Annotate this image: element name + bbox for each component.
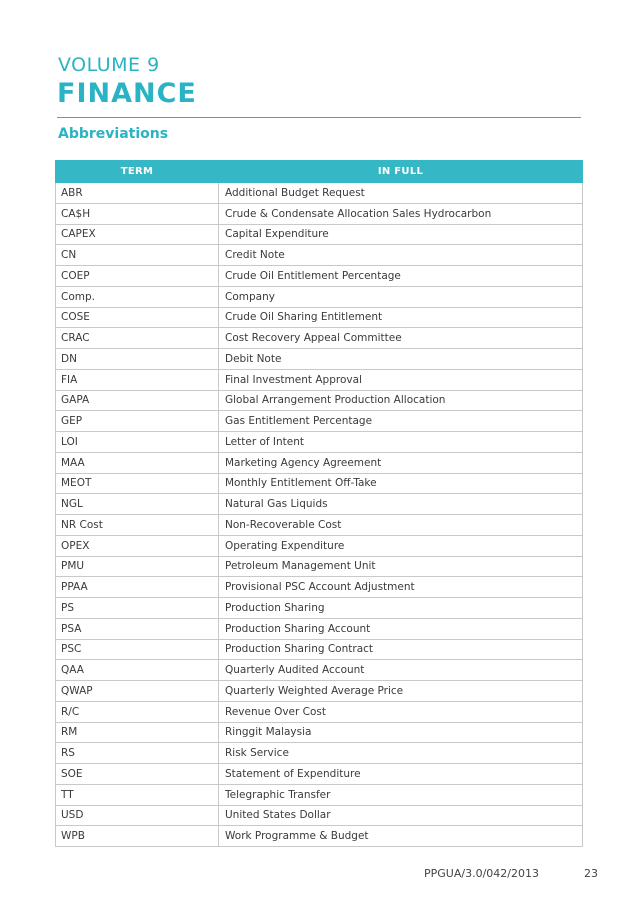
term-cell: MAA: [56, 452, 219, 473]
term-cell: GAPA: [56, 390, 219, 411]
in-full-cell: Non-Recoverable Cost: [219, 515, 583, 536]
in-full-cell: Production Sharing Contract: [219, 639, 583, 660]
term-cell: RM: [56, 722, 219, 743]
table-row: [56, 618, 583, 639]
table-row: [56, 701, 583, 722]
term-cell: GEP: [56, 411, 219, 432]
term-cell: CA$H: [56, 203, 219, 224]
table-row: [56, 722, 583, 743]
term-cell: QWAP: [56, 681, 219, 702]
table-row: [56, 411, 583, 432]
page-title: FINANCE: [57, 78, 197, 109]
column-header-in-full: IN FULL: [219, 161, 583, 183]
table-row: [56, 473, 583, 494]
in-full-cell: Petroleum Management Unit: [219, 556, 583, 577]
title-divider: [57, 117, 581, 118]
in-full-cell: Telegraphic Transfer: [219, 784, 583, 805]
in-full-cell: Ringgit Malaysia: [219, 722, 583, 743]
in-full-cell: Revenue Over Cost: [219, 701, 583, 722]
term-cell: PPAA: [56, 577, 219, 598]
in-full-cell: Crude Oil Sharing Entitlement: [219, 307, 583, 328]
term-cell: PMU: [56, 556, 219, 577]
document-reference: PPGUA/3.0/042/2013: [424, 867, 539, 880]
term-cell: TT: [56, 784, 219, 805]
volume-label: VOLUME 9: [58, 54, 160, 76]
table-row: [56, 494, 583, 515]
term-cell: Comp.: [56, 286, 219, 307]
term-cell: OPEX: [56, 535, 219, 556]
in-full-cell: Company: [219, 286, 583, 307]
table-row: [56, 224, 583, 245]
term-cell: PSC: [56, 639, 219, 660]
term-cell: COEP: [56, 266, 219, 287]
in-full-cell: Operating Expenditure: [219, 535, 583, 556]
table-row: [56, 286, 583, 307]
table-row: [56, 452, 583, 473]
table-row: [56, 515, 583, 536]
in-full-cell: Marketing Agency Agreement: [219, 452, 583, 473]
term-cell: SOE: [56, 764, 219, 785]
in-full-cell: Crude & Condensate Allocation Sales Hydrocarbon: [219, 203, 583, 224]
table-body: [56, 183, 583, 847]
abbreviations-table: [55, 160, 583, 847]
in-full-cell: Debit Note: [219, 349, 583, 370]
in-full-cell: Crude Oil Entitlement Percentage: [219, 266, 583, 287]
term-cell: CRAC: [56, 328, 219, 349]
column-header-term: TERM: [56, 161, 219, 183]
term-cell: CN: [56, 245, 219, 266]
table-row: [56, 432, 583, 453]
table-row: [56, 764, 583, 785]
in-full-cell: Production Sharing: [219, 598, 583, 619]
table-row: [56, 743, 583, 764]
term-cell: FIA: [56, 369, 219, 390]
section-heading: Abbreviations: [58, 126, 169, 142]
in-full-cell: Risk Service: [219, 743, 583, 764]
in-full-cell: United States Dollar: [219, 805, 583, 826]
table-header-row: [56, 161, 583, 183]
in-full-cell: Final Investment Approval: [219, 369, 583, 390]
term-cell: USD: [56, 805, 219, 826]
in-full-cell: Letter of Intent: [219, 432, 583, 453]
in-full-cell: Quarterly Weighted Average Price: [219, 681, 583, 702]
term-cell: PSA: [56, 618, 219, 639]
table-row: [56, 390, 583, 411]
table-row: [56, 681, 583, 702]
term-cell: COSE: [56, 307, 219, 328]
term-cell: RS: [56, 743, 219, 764]
in-full-cell: Statement of Expenditure: [219, 764, 583, 785]
in-full-cell: Credit Note: [219, 245, 583, 266]
term-cell: DN: [56, 349, 219, 370]
term-cell: QAA: [56, 660, 219, 681]
in-full-cell: Work Programme & Budget: [219, 826, 583, 847]
term-cell: LOI: [56, 432, 219, 453]
table-row: [56, 203, 583, 224]
term-cell: R/C: [56, 701, 219, 722]
table-row: [56, 826, 583, 847]
in-full-cell: Gas Entitlement Percentage: [219, 411, 583, 432]
table-row: [56, 784, 583, 805]
in-full-cell: Global Arrangement Production Allocation: [219, 390, 583, 411]
in-full-cell: Capital Expenditure: [219, 224, 583, 245]
term-cell: NGL: [56, 494, 219, 515]
in-full-cell: Production Sharing Account: [219, 618, 583, 639]
term-cell: ABR: [56, 183, 219, 204]
in-full-cell: Cost Recovery Appeal Committee: [219, 328, 583, 349]
table-row: [56, 328, 583, 349]
table-row: [56, 266, 583, 287]
in-full-cell: Quarterly Audited Account: [219, 660, 583, 681]
table-row: [56, 535, 583, 556]
in-full-cell: Monthly Entitlement Off-Take: [219, 473, 583, 494]
in-full-cell: Provisional PSC Account Adjustment: [219, 577, 583, 598]
term-cell: WPB: [56, 826, 219, 847]
table-row: [56, 660, 583, 681]
table-row: [56, 805, 583, 826]
table-row: [56, 639, 583, 660]
term-cell: PS: [56, 598, 219, 619]
table-row: [56, 245, 583, 266]
in-full-cell: Additional Budget Request: [219, 183, 583, 204]
table-row: [56, 369, 583, 390]
term-cell: NR Cost: [56, 515, 219, 536]
table-row: [56, 349, 583, 370]
term-cell: MEOT: [56, 473, 219, 494]
table-row: [56, 307, 583, 328]
table-row: [56, 598, 583, 619]
in-full-cell: Natural Gas Liquids: [219, 494, 583, 515]
page-number: 23: [584, 867, 598, 880]
term-cell: CAPEX: [56, 224, 219, 245]
table-row: [56, 556, 583, 577]
table-row: [56, 183, 583, 204]
table-row: [56, 577, 583, 598]
